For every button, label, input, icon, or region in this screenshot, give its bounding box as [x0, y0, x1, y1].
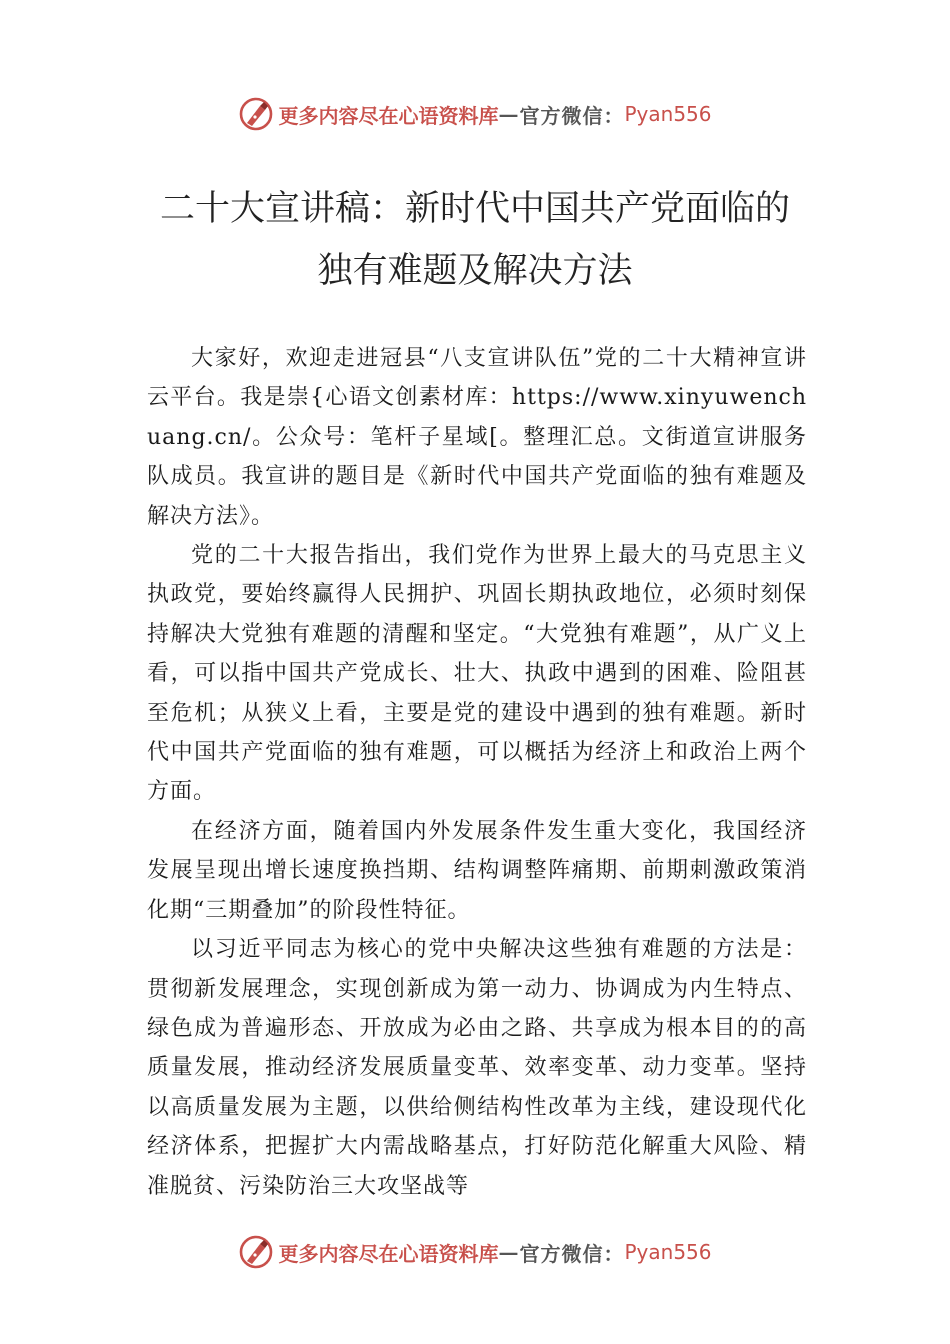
paragraph-intro: 大家好，欢迎走进冠县“八支宣讲队伍”党的二十大精神宣讲云平台。我是崇{心语文创素材库：https://www.xinyuwenchuang.cn/。公众号：笔杆子星域[。整理汇总。文街道宣讲服务队成员。我宣讲的题目是《新时代中国共产党面临的独有难题及解决方法》。	[147, 346, 807, 529]
official-wechat-label: 官方微信：	[519, 1241, 625, 1266]
pen-nib-circle-icon	[238, 96, 274, 132]
document-title-line-1: 二十大宣讲稿：新时代中国共产党面临的	[159, 189, 790, 229]
header-watermark-banner	[0, 92, 950, 136]
footer-watermark-banner	[0, 1230, 950, 1274]
pen-nib-circle-icon	[238, 1234, 274, 1270]
banner-separator: —	[498, 102, 520, 126]
wechat-id: Pyan556	[624, 1240, 712, 1264]
official-wechat-label: 官方微信：	[519, 103, 625, 128]
paragraph-economy: 在经济方面，随着国内外发展条件发生重大变化，我国经济发展呈现出增长速度换挡期、结构调整阵痛期、前期刺激政策消化期“三期叠加”的阶段性特征。	[147, 818, 807, 923]
document-body	[147, 339, 807, 1206]
brand-text: 更多内容尽在心语资料库	[278, 103, 499, 128]
wechat-id: Pyan556	[624, 102, 712, 126]
brand-text: 更多内容尽在心语资料库	[278, 1241, 499, 1266]
paragraph-report: 党的二十大报告指出，我们党作为世界上最大的马克思主义执政党，要始终赢得人民拥护、巩固长期执政地位，必须时刻保持解决大党独有难题的清醒和坚定。“大党独有难题”，从广义上看，可以指中国共产党成长、壮大、执政中遇到的困难、险阻甚至危机；从狭义上看，主要是党的建设中遇到的独有难题。新时代中国共产党面临的独有难题，可以概括为经济上和政治上两个方面。	[147, 543, 807, 805]
document-title-line-2: 独有难题及解决方法	[317, 251, 633, 291]
paragraph-solutions: 以习近平同志为核心的党中央解决这些独有难题的方法是：贯彻新发展理念，实现创新成为第一动力、协调成为内生特点、绿色成为普遍形态、开放成为必由之路、共享成为根本目的的高质量发展，推动经济发展质量变革、效率变革、动力变革。坚持以高质量发展为主题，以供给侧结构性改革为主线，建设现代化经济体系，把握扩大内需战略基点，打好防范化解重大风险、精准脱贫、污染防治三大攻坚战等	[147, 937, 807, 1199]
banner-separator: —	[498, 1240, 520, 1264]
